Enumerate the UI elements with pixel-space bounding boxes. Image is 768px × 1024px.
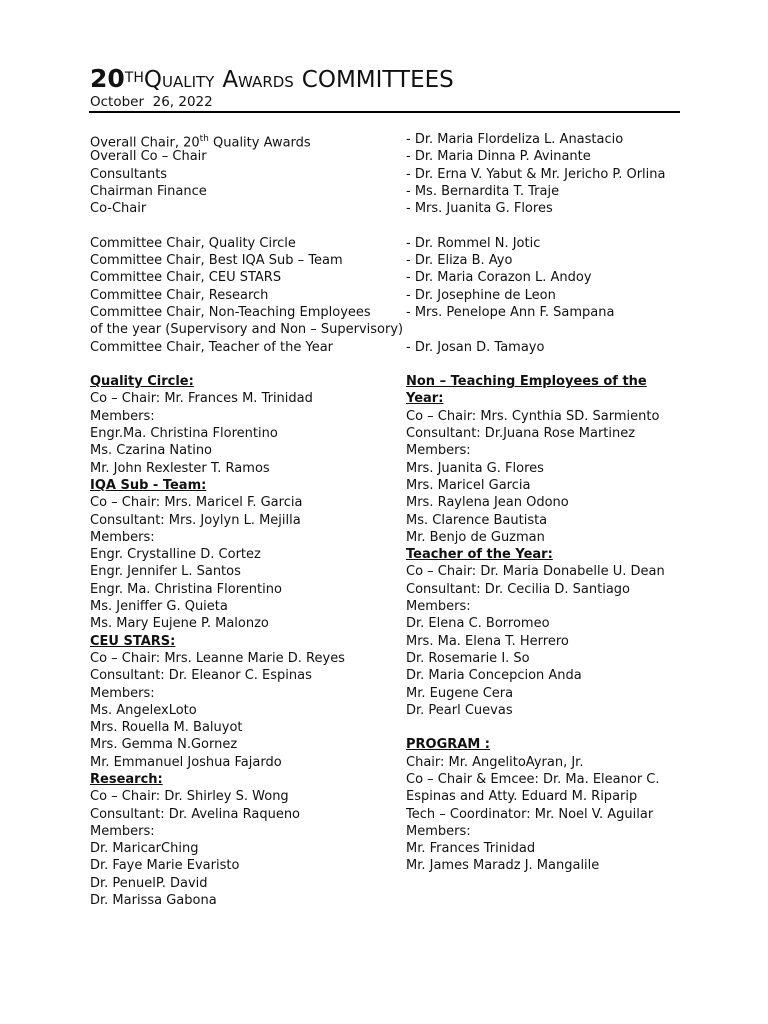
section-line: Mr. Emmanuel Joshua Fajardo: [90, 754, 282, 770]
section-line: Dr. Faye Marie Evaristo: [90, 858, 240, 874]
document-date: October 26, 2022: [90, 94, 213, 110]
section-line: Engr. Jennifer L. Santos: [90, 564, 241, 580]
section-line: Tech – Coordinator: Mr. Noel V. Aguilar: [406, 806, 654, 822]
officer-role: Overall Co – Chair: [90, 149, 207, 165]
committee-chair-name: - Dr. Josan D. Tamayo: [406, 339, 545, 355]
left-column: [90, 131, 403, 909]
left-committee-sections: [90, 373, 403, 909]
officer-role: Chairman Finance: [90, 183, 207, 199]
committee-chair-name: - Dr. Josephine de Leon: [406, 287, 556, 303]
section-line: Mr. James Maradz J. Mangalile: [406, 858, 600, 874]
section-line: Co – Chair: Mrs. Cynthia SD. Sarmiento: [406, 408, 660, 424]
officer-name: - Dr. Maria Dinna P. Avinante: [406, 149, 591, 165]
officer-name: - Dr. Maria Flordeliza L. Anastacio: [406, 132, 624, 147]
section-line: Ms. Mary Eujene P. Malonzo: [90, 616, 269, 632]
section-line: Dr. MaricarChing: [90, 841, 199, 857]
committee-chair-role: Committee Chair, CEU STARS: [90, 270, 282, 286]
section-line: Mrs. Raylena Jean Odono: [406, 495, 569, 511]
committee-chair-name: - Mrs. Penelope Ann F. Sampana: [406, 304, 615, 320]
nonteaching-lines: [406, 408, 666, 546]
teacher-lines: [406, 563, 666, 719]
officer-name: - Mrs. Juanita G. Flores: [406, 201, 553, 217]
section-line: Members:: [406, 823, 471, 839]
section-line: Consultant: Mrs. Joylyn L. Mejilla: [90, 512, 301, 528]
officer-name: - Dr. Erna V. Yabut & Mr. Jericho P. Orlina: [406, 166, 666, 182]
section-line: Consultant: Dr. Cecilia D. Santiago: [406, 581, 631, 597]
section-line: Co – Chair & Emcee: Dr. Ma. Eleanor C.: [406, 771, 660, 787]
section-line: Espinas and Atty. Eduard M. Riparip: [406, 789, 638, 805]
committee-chair-role: of the year (Supervisory and Non – Supervisory): [90, 322, 404, 338]
section-heading-teacher: Teacher of the Year:: [406, 547, 553, 563]
committee-chair-role: Committee Chair, Non-Teaching Employees: [90, 304, 371, 320]
section-line: Chair: Mr. AngelitoAyran, Jr.: [406, 754, 584, 770]
section-line: Engr.Ma. Christina Florentino: [90, 426, 278, 442]
committee-chair-name: - Dr. Rommel N. Jotic: [406, 235, 541, 251]
section-heading-nonteaching: Non – Teaching Employees of the: [406, 374, 647, 390]
section-line: Mr. Eugene Cera: [406, 685, 514, 701]
committee-chair-role: Committee Chair, Quality Circle: [90, 235, 296, 251]
officer-role-tail: Quality Awards: [208, 135, 311, 151]
right-column: [406, 131, 666, 875]
title-number: 20: [90, 64, 125, 93]
section-heading: Quality Circle:: [90, 374, 194, 390]
committee-chair-role: Committee Chair, Research: [90, 287, 269, 303]
committee-chair-name: [406, 321, 666, 338]
section-heading-nonteaching-2: Year:: [406, 391, 444, 407]
officer-role-sup: th: [199, 134, 209, 144]
committee-chair-role: Committee Chair, Teacher of the Year: [90, 339, 334, 355]
section-line: Engr. Crystalline D. Cortez: [90, 547, 261, 563]
section-line: Members:: [90, 685, 155, 701]
title-wards: WARDS: [238, 73, 294, 91]
section-heading: Research:: [90, 771, 163, 787]
section-heading: CEU STARS:: [90, 633, 176, 649]
section-line: Members:: [90, 823, 155, 839]
section-line: Consultant: Dr. Eleanor C. Espinas: [90, 668, 312, 684]
committee-chair-role: Committee Chair, Best IQA Sub – Team: [90, 253, 343, 269]
officer-role-text: Overall Chair, 20: [90, 135, 200, 151]
section-heading-program: PROGRAM :: [406, 737, 490, 753]
section-line: Members:: [406, 599, 471, 615]
section-line: Mr. Benjo de Guzman: [406, 529, 545, 545]
section-line: Dr. Rosemarie I. So: [406, 650, 530, 666]
section-line: Mr. John Rexlester T. Ramos: [90, 460, 270, 476]
section-line: Consultant: Dr.Juana Rose Martinez: [406, 426, 636, 442]
section-line: Dr. Marissa Gabona: [90, 893, 217, 909]
section-heading: IQA Sub - Team:: [90, 477, 207, 493]
section-line: Dr. Maria Concepcion Anda: [406, 668, 582, 684]
section-line: Ms. AngelexLoto: [90, 702, 197, 718]
program-lines: [406, 754, 666, 875]
title-q: Q: [143, 67, 162, 93]
section-line: Dr. Elena C. Borromeo: [406, 616, 550, 632]
title-committees: COMMITTEES: [301, 67, 454, 93]
section-line: Ms. Clarence Bautista: [406, 512, 548, 528]
committee-chair-name: - Dr. Maria Corazon L. Andoy: [406, 270, 592, 286]
title-superscript: TH: [124, 70, 144, 86]
title-uality: UALITY: [162, 73, 215, 91]
section-line: Dr. Pearl Cuevas: [406, 702, 513, 718]
officer-role: Consultants: [90, 166, 168, 182]
section-line: Co – Chair: Dr. Maria Donabelle U. Dean: [406, 564, 665, 580]
section-line: Co – Chair: Mr. Frances M. Trinidad: [90, 391, 313, 407]
committee-chair-name: - Dr. Eliza B. Ayo: [406, 253, 513, 269]
officer-role: [90, 131, 403, 151]
header-divider: [89, 111, 680, 113]
section-line: Mrs. Gemma N.Gornez: [90, 737, 238, 753]
section-line: Mrs. Juanita G. Flores: [406, 460, 544, 476]
section-line: Mr. Frances Trinidad: [406, 841, 536, 857]
section-line: Mrs. Ma. Elena T. Herrero: [406, 633, 569, 649]
section-line: Mrs. Maricel Garcia: [406, 477, 531, 493]
title-a: A: [222, 67, 239, 93]
section-line: Members:: [90, 408, 155, 424]
section-line: Engr. Ma. Christina Florentino: [90, 581, 282, 597]
section-line: Members:: [406, 443, 471, 459]
officer-name: - Ms. Bernardita T. Traje: [406, 183, 560, 199]
section-line: Co – Chair: Mrs. Maricel F. Garcia: [90, 495, 303, 511]
section-line: Co – Chair: Mrs. Leanne Marie D. Reyes: [90, 650, 345, 666]
officer-role: Co-Chair: [90, 201, 147, 217]
section-line: Mrs. Rouella M. Baluyot: [90, 720, 243, 736]
section-line: Members:: [90, 529, 155, 545]
section-line: Co – Chair: Dr. Shirley S. Wong: [90, 789, 289, 805]
section-line: Dr. PenuelP. David: [90, 875, 208, 891]
section-line: Consultant: Dr. Avelina Raqueno: [90, 806, 301, 822]
section-line: Ms. Jeniffer G. Quieta: [90, 599, 228, 615]
section-line: Ms. Czarina Natino: [90, 443, 213, 459]
